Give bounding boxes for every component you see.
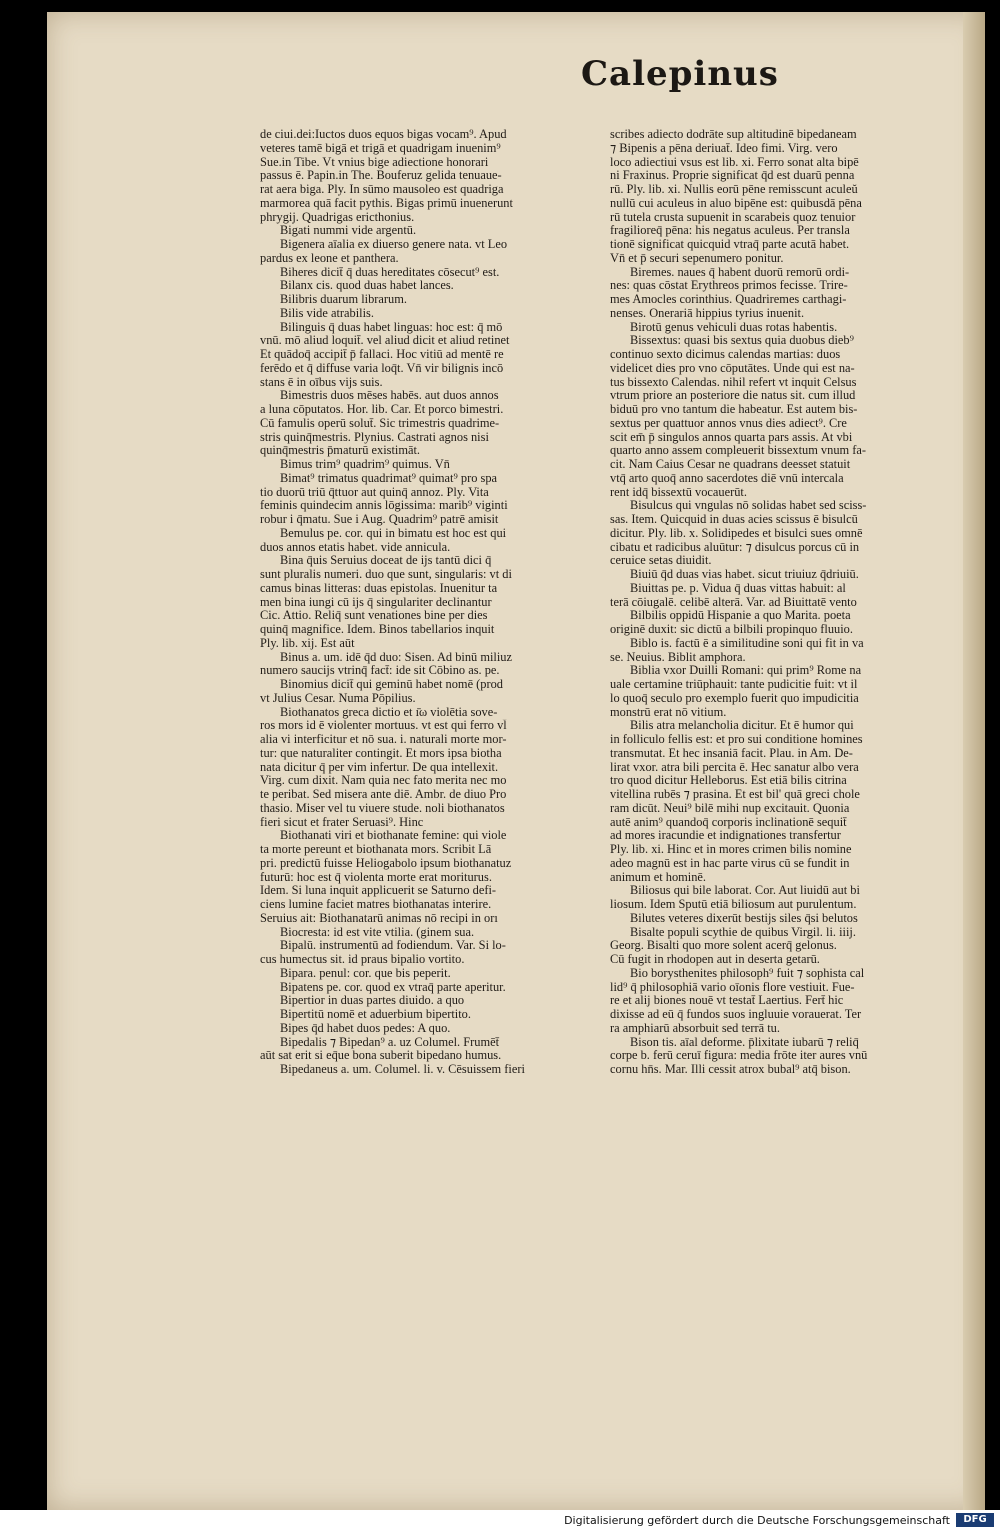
- text-line: Bilibris duarum librarum.: [280, 293, 407, 306]
- text-line: Biheres dicit̄ q̄ duas hereditates cōsecut⁹ est.: [280, 265, 500, 279]
- text-line: robur i q̄matu. Sue i Aug. Quadrim⁹ patrē amisit: [260, 513, 499, 526]
- text-line: corpe b. ferū ceruī figura: media frōte iter aures vnū: [610, 1049, 868, 1063]
- text-line: animum et hominē.: [610, 870, 707, 884]
- text-line: vnū. mō aliud loquit̄. vel aliud dicit et aliud retinet: [260, 334, 510, 348]
- text-line: fieri sicut et frater Seruasi⁹. Hinc: [260, 815, 424, 829]
- text-line: feminis quindecim annis lōgissima: marib⁹ viginti: [260, 499, 508, 513]
- text-line: loco adiectiui vsus est lib. xi. Ferro sonat alta bipē: [610, 155, 859, 169]
- text-line: duos annos etatis habet. vide annicula.: [260, 540, 451, 554]
- text-line: Seruius ait: Biothanatarū animas nō recipi in orı: [260, 911, 498, 925]
- text-line: Bio borysthenites philosoph⁹ fuit ⁊ sophista cal: [630, 966, 865, 980]
- text-line: Bigati nummi vide argentū.: [280, 224, 417, 238]
- text-line: vtrum priore an posteriore die natus sit. cum illud: [610, 389, 856, 403]
- text-line: Bilutes veteres dixerūt bestijs siles q̄si belutos: [630, 911, 858, 925]
- text-line: Binomius dicit̄ qui geminū habet nomē (prod: [280, 678, 504, 691]
- text-line: Ply. lib. xi. Hinc et in mores crimen bilis nomine: [610, 843, 852, 856]
- text-line: scribes adiecto dodrāte sup altitudinē bipedaneam: [610, 128, 857, 141]
- text-line: videlicet dies pro vno cōputātes. Unde qui est na-: [610, 361, 855, 375]
- text-line: thasio. Miser vel tu viuere stude. noli biothanatos: [260, 801, 505, 815]
- text-line: nata dicitur q̄ per vim infertur. De qua intellexit.: [260, 760, 499, 774]
- text-line: Bimat⁹ trimatus quadrimat⁹ quimat⁹ pro spa: [280, 471, 498, 485]
- text-line: rū tutela crusta supuenit in scarabeis quoz tenuior: [610, 210, 856, 224]
- text-line: te peribat. Sed misera ante diē. Ambr. de diuo Pro: [260, 788, 507, 801]
- text-line: Biothanatos greca dictio et ı̄ω violētia sove-: [280, 705, 498, 719]
- text-line: in folliculo fellis est: et pro sui conditione homines: [610, 733, 863, 746]
- text-line: Bipertitū nomē et aduerbium bipertito.: [280, 1008, 471, 1021]
- text-line: ni Fraxinus. Proprie significat q̄d est duarū penna: [610, 169, 855, 183]
- text-line: ros mors id ē violenter mortuus. vt est qui ferro vl̄: [260, 719, 507, 733]
- text-line: cibatu et radicibus aluūtur: ⁊ disulcus porcus cū in: [610, 540, 860, 554]
- text-line: Biothanati viri et biothanate femine: qui viole: [280, 829, 507, 843]
- text-line: veteres tamē bigā et trigā et quadrigam inuenim⁹: [260, 141, 501, 155]
- text-line: ciens lumine faciet matres biothanatas interire.: [260, 898, 492, 911]
- text-line: passus ē. Papin.in The. Bouferuz gelida tenuaue-: [260, 169, 502, 183]
- text-line: Bisalte populi scythie de quibus Virgil. li. iiij.: [630, 925, 856, 939]
- text-line: cus humectus sit. id praus bipalio vortito.: [260, 953, 465, 966]
- text-line: ad mores iracundie et indignationes transfertur: [610, 829, 841, 843]
- text-line: monstrū erat nō vitium.: [610, 705, 727, 719]
- text-line: continuo sexto dicimus calendas martias: duos: [610, 348, 841, 361]
- text-line: Bipertior in duas partes diuido. a quo: [280, 994, 465, 1008]
- text-line: Birotū genus vehiculi duas rotas habentis.: [630, 320, 838, 334]
- text-line: biduū pro vno tantum die habeatur. Est autem bis-: [610, 403, 858, 416]
- text-line: ram dicūt. Neui⁹ bilē mihi nup excitauit. Quonia: [610, 801, 850, 815]
- digitization-footer: [0, 1510, 1000, 1531]
- text-line: Bilis atra melancholia dicitur. Et ē humor qui: [630, 719, 854, 733]
- text-line: dixisse ad eū q̄ fundos suos ingluuie vorauerat. Ter: [610, 1008, 862, 1021]
- text-line: Bemulus pe. cor. qui in bimatu est hoc est qui: [280, 526, 507, 540]
- text-line: Biblo is. factū ē a similitudine soni qui fit in va: [630, 636, 864, 650]
- running-head: Calepinus: [581, 54, 779, 94]
- text-line: autē anim⁹ quandoq̄ corporis inclinationē sequit̄: [610, 815, 847, 829]
- text-line: rat aera biga. Ply. In sūmo mausoleo est quadriga: [260, 183, 504, 196]
- text-line: vt Julius Cesar. Numa Pōpilius.: [260, 691, 416, 705]
- text-line: fragilioreq̄ pēna: his negatus aculeus. Per transla: [610, 224, 850, 238]
- right-column: [610, 128, 955, 1077]
- text-line: Biremes. naues q̄ habent duorū remorū ordi-: [630, 265, 850, 279]
- text-line: nullū cui aculeus in aluo bipēne est: quibusdā pēna: [610, 196, 862, 210]
- text-line: Bipatens pe. cor. quod ex vtraq̄ parte aperitur.: [280, 980, 506, 994]
- text-line: nenses. Onerariā hippius tyrius inuenit.: [610, 306, 805, 320]
- text-line: Binus a. um. idē q̄d duo: Sisen. Ad binū miliuz: [280, 650, 512, 664]
- text-line: men bina iungi cū ijs q̄ singulariter declinantur: [260, 595, 492, 609]
- text-line: sextus per quattuor annos vnus dies adiect⁹. Cre: [610, 416, 847, 430]
- page-spine-edge: [963, 12, 985, 1510]
- text-line: Et quādoq̄ accipit̄ p̄ fallaci. Hoc vitiū ad mentē re: [260, 348, 504, 361]
- text-line: rent idq̄ bissextū vocauerūt.: [610, 485, 747, 499]
- text-line: camus binas litteras: duas epistolas. Inuenitur ta: [260, 581, 498, 595]
- text-line: Cū famulis operū solut̄. Sic trimestris quadrime-: [260, 416, 500, 430]
- text-line: de ciui.dei:Iuctos duos equos bigas vocam⁹. Apud: [260, 128, 507, 141]
- text-line: Bigenera aīalia ex diuerso genere nata. vt Leo: [280, 238, 508, 251]
- funding-credit: Digitalisierung gefördert durch die Deutsche Forschungsgemeinschaft: [564, 1514, 950, 1527]
- text-line: numero saucijs vtrinq̄ fact̄: ide sit Cōbino as. pe.: [260, 664, 500, 678]
- dfg-logo: DFG: [956, 1513, 994, 1527]
- text-line: Virg. cum dixit. Nam quia nec fato merita nec mo: [260, 774, 507, 788]
- left-column: [260, 128, 605, 1077]
- text-line: vtq̄ arto quoq̄ anno sacerdotes diē vnū intercala: [610, 471, 844, 485]
- book-page: [47, 12, 985, 1510]
- text-line: ta morte pereunt et biothanata mors. Scribit Lā: [260, 843, 492, 856]
- text-line: adeo magnū est in hac parte virus cū se fundit in: [610, 856, 850, 870]
- text-line: tro quod dicitur Helleborus. Est etiā bilis citrina: [610, 774, 847, 788]
- text-line: Bissextus: quasi bis sextus quia duobus dieb⁹: [630, 334, 854, 348]
- text-line: Bipara. penul: cor. que bis peperit.: [280, 966, 451, 980]
- text-line: originē duxit: sic dictū a bilbili propinquo fluuio.: [610, 623, 853, 636]
- text-line: Bipedaneus a. um. Columel. li. v. Cēsuissem fieri: [280, 1063, 525, 1076]
- text-line: pri. predictū fuisse Heliogabolo ipsum biothanatuz: [260, 856, 512, 870]
- text-line: quinq̄mestris p̄maturū existimāt.: [260, 444, 421, 458]
- text-line: Bimus trim⁹ quadrim⁹ quimus. Vn̄: [280, 458, 450, 471]
- text-line: Bilis vide atrabilis.: [280, 306, 374, 320]
- text-line: tur: que naturaliter contingit. Et mors ipsa biotha: [260, 746, 502, 760]
- text-line: lirat vxor. atra bili percita ē. Hec sanatur albo vera: [610, 760, 859, 774]
- text-line: stris quinq̄mestris. Plynius. Castrati agnos nisi: [260, 430, 489, 444]
- text-line: alia vi interficitur et nō sua. i. naturali morte mor-: [260, 733, 507, 746]
- text-line: Sue.in Tibe. Vt vnius bige adiectione honorari: [260, 155, 489, 169]
- text-line: pardus ex leone et panthera.: [260, 251, 399, 265]
- text-line: transmutat. Et hec insaniā facit. Plau. in Am. De-: [610, 746, 853, 760]
- text-line: Biuittas pe. p. Vidua q̄ duas vittas habuit: al: [630, 581, 846, 595]
- text-line: Bilbilis oppidū Hispanie a quo Marita. poeta: [630, 609, 851, 623]
- text-line: quarto anno assem compleuerit bissextum vnum fa-: [610, 444, 867, 458]
- text-line: tionē significat quicquid vtraq̄ parte acutā habet.: [610, 238, 850, 251]
- text-line: Bison tis. aīal deforme. p̄lixitate iubarū ⁊ reliq̄: [630, 1035, 859, 1049]
- text-line: vitellina rubēs ⁊ prasina. Et est bil' quā greci chole: [610, 788, 860, 801]
- text-line: Georg. Bisalti quo more solent acerq̄ gelonus.: [610, 939, 837, 953]
- text-line: Biblia vxor Duilli Romani: qui prim⁹ Rome na: [630, 664, 862, 678]
- text-line: tio duorū triū q̄ttuor aut quinq̄ annoz. Ply. Vita: [260, 485, 489, 499]
- text-line: futurū: hoc est q̄ violenta morte erat moriturus.: [260, 870, 492, 884]
- text-line: stans ē in oībus vijs suis.: [260, 375, 383, 389]
- text-line: Bipes q̄d habet duos pedes: A quo.: [280, 1021, 451, 1035]
- text-line: liosum. Idem Sputū etiā biliosum aut purulentum.: [610, 898, 857, 911]
- text-line: ceruice setas diuidit.: [610, 554, 712, 568]
- text-line: sunt pluralis numeri. duo que sunt, singularis: vt di: [260, 568, 512, 581]
- text-line: Idem. Si luna inquit applicuerit se Saturno defi-: [260, 884, 497, 898]
- text-line: Vn̄ et p̄ securi sepenumero ponitur.: [610, 251, 784, 265]
- text-line: marmorea quā facit pythis. Bigas primū inuenerunt: [260, 196, 513, 210]
- text-line: cit. Nam Caius Cesar ne quadrans deesset statuit: [610, 458, 851, 471]
- text-line: ra amphiarū absorbuit sed terrā tu.: [610, 1021, 780, 1035]
- text-line: Bilanx cis. quod duas habet lances.: [280, 279, 454, 293]
- text-line: mes Amocles corinthius. Quadriremes carthagi-: [610, 293, 847, 306]
- text-line: Bipalū. instrumentū ad fodiendum. Var. Si lo-: [280, 939, 506, 953]
- text-line: ⁊ Bipenis a pēna deriuat̄. Ideo fimi. Virg. vero: [610, 141, 838, 155]
- text-line: cornu hn̄s. Mar. Illi cessit atrox bubal⁹ atq̄ bison.: [610, 1063, 851, 1076]
- text-line: Biuiū q̄d duas vias habet. sicut triuiuz q̄driuiū.: [630, 568, 859, 581]
- text-line: lo quoq̄ seculo pro exemplo fuerit quo impudicitia: [610, 691, 859, 705]
- text-line: uale certamine triūphauit: tante pudicitie fuit: vt il: [610, 678, 858, 691]
- text-line: ferēdo et q̄ diffuse varia loq̄t. Vn̄ vir bilignis incō: [260, 361, 504, 375]
- text-line: Biocresta: id est vite vtilia. (ginem sua.: [280, 925, 475, 939]
- text-line: nes: quas cōstat Erythreos primos fecisse. Trire-: [610, 279, 848, 293]
- text-line: rū. Ply. lib. xi. Nullis eorū pēne remisscunt aculeŭ: [610, 183, 858, 196]
- text-line: terā cōiugalē. celibē alterā. Var. ad Biuittatē vento: [610, 595, 857, 609]
- text-line: Bilinguis q̄ duas habet linguas: hoc est: q̄ mō: [280, 320, 503, 334]
- text-line: Cū fugit in rhodopen aut in deserta getarū.: [610, 953, 820, 966]
- text-line: Bina q̄uis Seruius doceat de ijs tantū dici q̄: [280, 554, 492, 568]
- text-line: Bisulcus qui vngulas nō solidas habet sed sciss-: [630, 499, 867, 513]
- text-line: Bimestris duos mēses habēs. aut duos annos: [280, 389, 499, 403]
- text-line: Bipedalis ⁊ Bipedan⁹ a. uz Columel. Frumēt̄: [280, 1035, 500, 1049]
- text-line: Ply. lib. xij. Est aūt: [260, 636, 355, 650]
- text-line: dicitur. Ply. lib. x. Solidipedes et bisulci sues omnē: [610, 526, 863, 540]
- text-line: se. Neuius. Biblit amphora.: [610, 650, 746, 664]
- text-line: phrygij. Quadrigas ericthonius.: [260, 210, 415, 224]
- text-line: Biliosus qui bile laborat. Cor. Aut liuidū aut bi: [630, 884, 860, 898]
- text-line: tus bissexto Calendas. nihil refert vt inquit Celsus: [610, 375, 857, 389]
- text-line: re et alij biones nouē vt testat̄ Laertius. Fert̄ hic: [610, 994, 844, 1008]
- text-line: quinq̄ magnifice. Idem. Binos tabellarios inquit: [260, 623, 495, 636]
- text-line: Cic. Attio. Reliq̄ sunt venationes bine per dies: [260, 609, 488, 623]
- text-line: scit em̄ p̄ singulos annos quarta pars assis. At vbi: [610, 430, 853, 444]
- text-line: aūt sat erit si eq̄ue bona suberit bipedano humus.: [260, 1049, 502, 1063]
- text-line: sas. Item. Quicquid in duas acies scissus ē bisulcū: [610, 513, 858, 526]
- text-line: lid⁹ q̄ philosophiā vario oīonis flore vestiuit. Fue-: [610, 980, 855, 994]
- text-line: a luna cōputatos. Hor. lib. Car. Et porco bimestri.: [260, 403, 504, 416]
